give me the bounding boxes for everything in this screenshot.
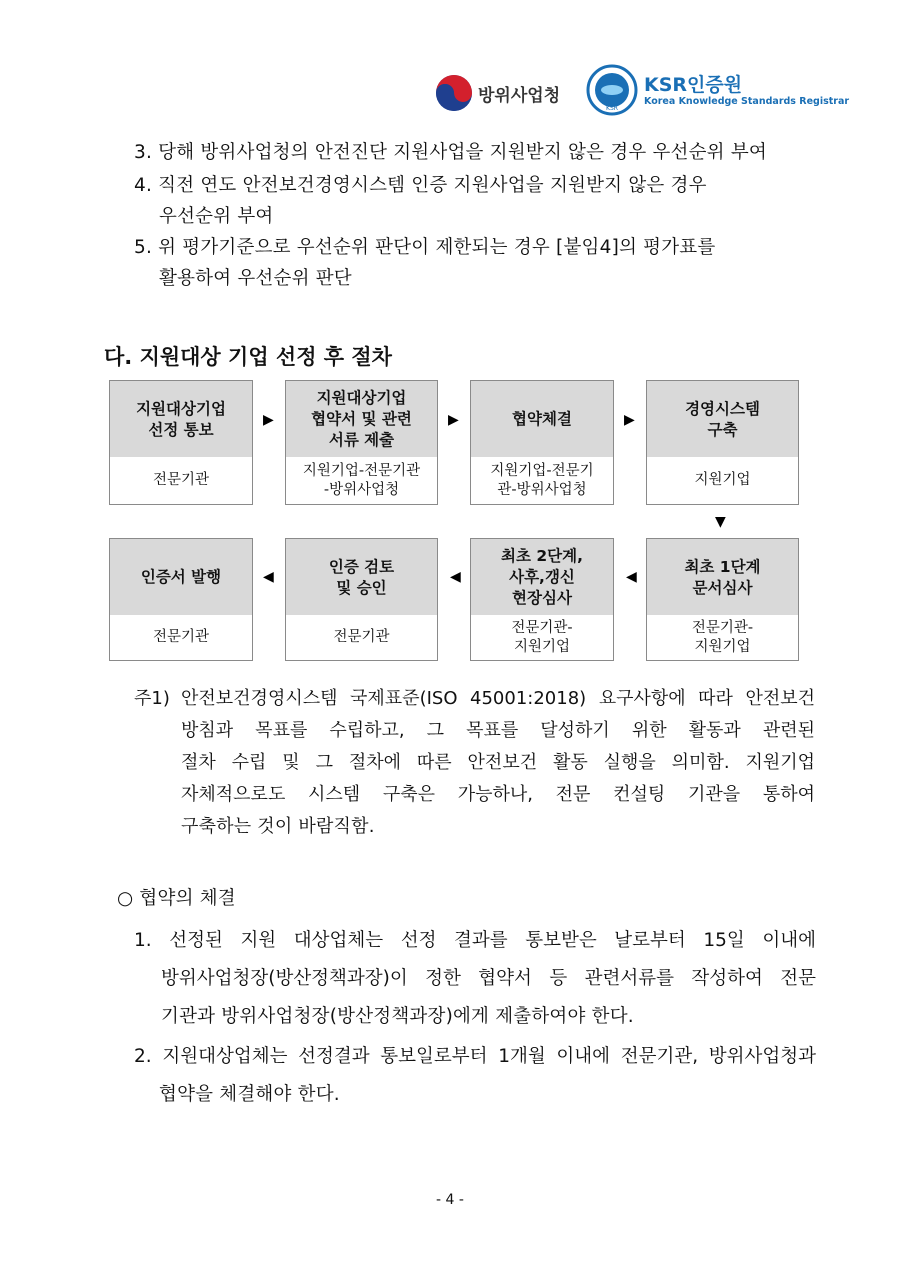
flow-step-actor: 전문기관- 지원기업 [471, 615, 613, 660]
arrow-left-icon: ◀ [626, 569, 637, 585]
ksr-logo-title: KSR인증원 [644, 74, 743, 96]
flow-step-label: 협약체결 [471, 381, 613, 459]
flow-step-issue-certificate [109, 538, 253, 661]
criteria-item-3: 3. 당해 방위사업청의 안전진단 지원사업을 지원받지 않은 경우 우선순위 부여 [134, 142, 767, 163]
ksr-logo-subtitle: Korea Knowledge Standards Registrar [644, 96, 850, 107]
flow-step-label: 최초 1단계 문서심사 [647, 539, 798, 617]
flow-step-actor: 전문기관- 지원기업 [647, 615, 798, 660]
flow-step-actor: 지원기업 [647, 457, 798, 504]
arrow-right-icon: ▶ [263, 412, 274, 428]
flow-step-actor: 전문기관 [286, 615, 437, 660]
flow-step-label: 지원대상기업 협약서 및 관련 서류 제출 [286, 381, 437, 459]
flow-step-actor: 지원기업-전문기관 -방위사업청 [286, 457, 437, 504]
criteria-item-5-line2: 활용하여 우선순위 판단 [159, 268, 352, 289]
flow-step-label: 지원대상기업 선정 통보 [110, 381, 252, 459]
ksr-seal-icon [586, 64, 638, 116]
note-line: 안전보건경영시스템 국제표준(ISO 45001:2018) 요구사항에 따라 안전보건 [181, 688, 815, 709]
flow-step-sign-agreement [470, 380, 614, 505]
note-line: 절차 수립 및 그 절차에 따른 안전보건 활동 실행을 의미함. 지원기업 [181, 752, 815, 773]
arrow-right-icon: ▶ [448, 412, 459, 428]
arrow-right-icon: ▶ [624, 412, 635, 428]
arrow-down-icon: ▼ [715, 514, 726, 530]
flow-step-actor: 전문기관 [110, 457, 252, 504]
agreement-title: ○ 협약의 체결 [117, 888, 236, 909]
note-label: 주1) [134, 688, 170, 709]
arrow-left-icon: ◀ [263, 569, 274, 585]
agreement-item-1-line: 기관과 방위사업청장(방산정책과장)에게 제출하여야 한다. [161, 1006, 634, 1027]
dapa-emblem-icon [434, 73, 474, 113]
flow-step-document-review [646, 538, 799, 661]
flow-step-submit-agreement [285, 380, 438, 505]
criteria-item-5-line1: 5. 위 평가기준으로 우선순위 판단이 제한되는 경우 [붙임4]의 평가표를 [134, 237, 716, 258]
dapa-logo [434, 70, 564, 116]
agreement-item-2-line: 협약을 체결해야 한다. [159, 1084, 340, 1105]
criteria-item-4-line1: 4. 직전 연도 안전보건경영시스템 인증 지원사업을 지원받지 않은 경우 [134, 175, 707, 196]
flow-step-select-notice [109, 380, 253, 505]
flow-step-label: 경영시스템 구축 [647, 381, 798, 459]
flow-step-onsite-audit [470, 538, 614, 661]
flow-step-label: 인증 검토 및 승인 [286, 539, 437, 617]
flow-step-label: 최초 2단계, 사후,갱신 현장심사 [471, 539, 613, 617]
flow-step-actor: 지원기업-전문기 관-방위사업청 [471, 457, 613, 504]
note-line: 자체적으로도 시스템 구축은 가능하나, 전문 컨설팅 기관을 통하여 [181, 784, 815, 805]
note-line: 방침과 목표를 수립하고, 그 목표를 달성하기 위한 활동과 관련된 [181, 720, 815, 741]
ksr-seal-text: KSR [606, 105, 618, 112]
flow-step-review-approve [285, 538, 438, 661]
arrow-left-icon: ◀ [450, 569, 461, 585]
agreement-item-2-line: 2. 지원대상업체는 선정결과 통보일로부터 1개월 이내에 전문기관, 방위사업청과 [134, 1046, 816, 1067]
criteria-item-4-line2: 우선순위 부여 [159, 206, 274, 227]
note-line: 구축하는 것이 바람직함. [181, 816, 375, 837]
flow-step-label: 인증서 발행 [110, 539, 252, 617]
agreement-item-1-line: 방위사업청장(방산정책과장)이 정한 협약서 등 관련서류를 작성하여 전문 [161, 968, 816, 989]
page-number: - 4 - [436, 1192, 464, 1208]
flow-step-actor: 전문기관 [110, 615, 252, 660]
section-title: 다. 지원대상 기업 선정 후 절차 [104, 345, 392, 369]
flow-step-build-system [646, 380, 799, 505]
agreement-item-1-line: 1. 선정된 지원 대상업체는 선정 결과를 통보받은 날로부터 15일 이내에 [134, 930, 816, 951]
dapa-logo-text: 방위사업청 [478, 86, 561, 106]
ksr-logo [586, 64, 850, 118]
